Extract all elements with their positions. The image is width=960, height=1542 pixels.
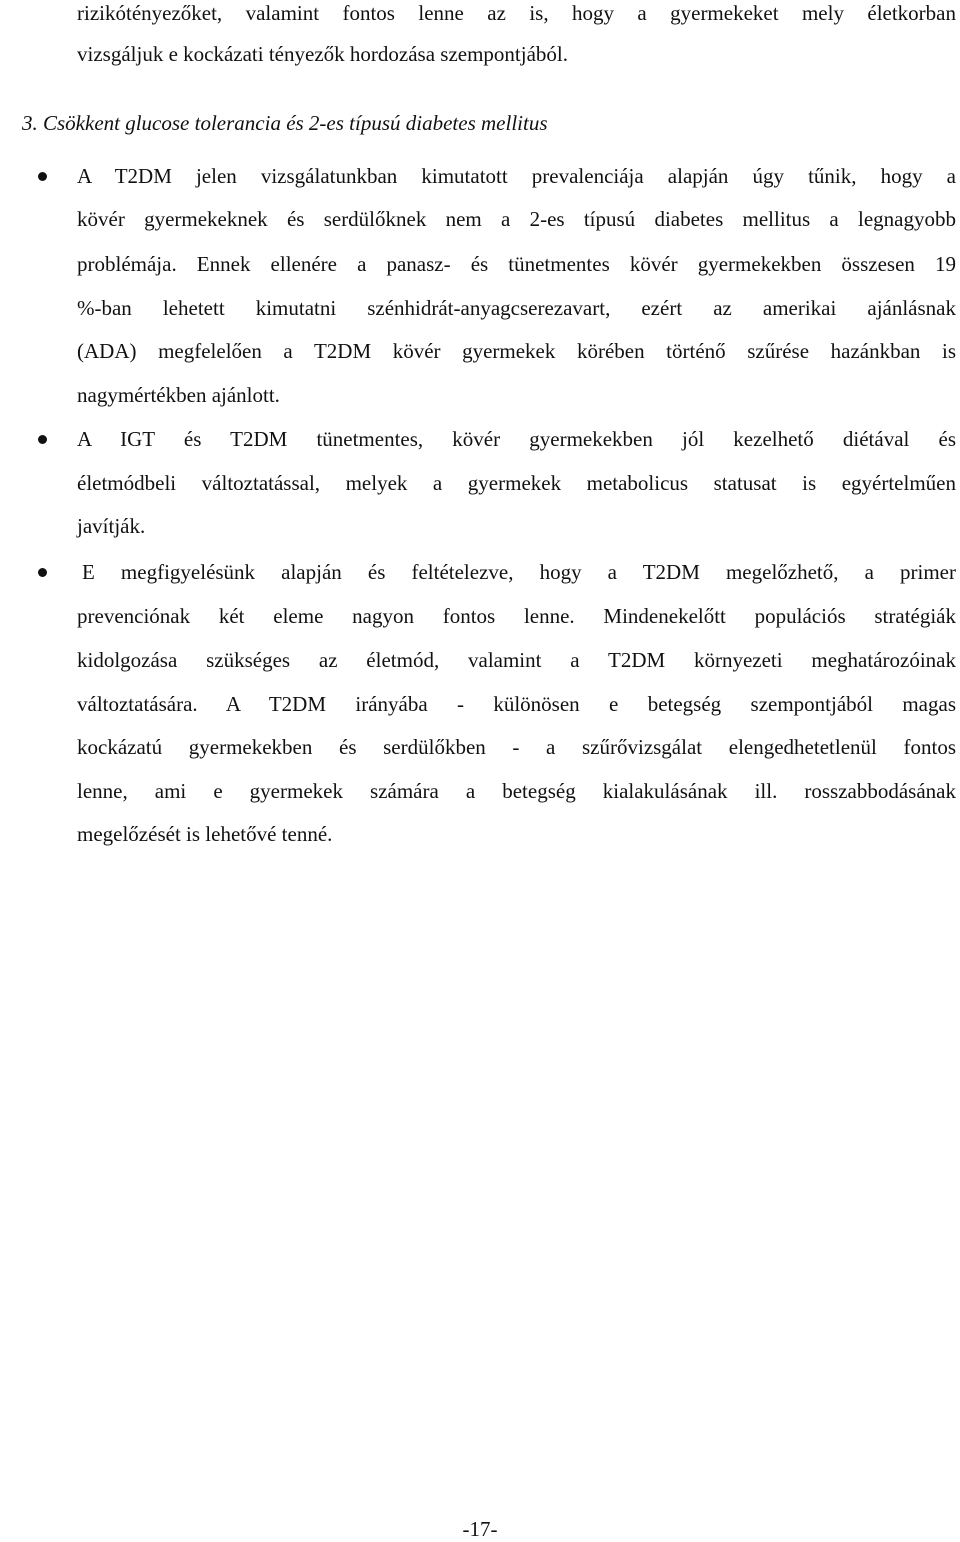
bullet-3-line-7: megelőzését is lehetővé tenné. [77, 822, 333, 846]
bullet-dot-1 [38, 172, 47, 181]
intro-line-2: vizsgáljuk e kockázati tényezők hordozása szempontjából. [77, 42, 568, 66]
bullet-3-line-6: lenne, ami e gyermekek számára a betegség kialakulásának ill. rosszabbodásának [77, 779, 956, 803]
bullet-1-line-2: kövér gyermekeknek és serdülőknek nem a 2-es típusú diabetes mellitus a legnagyobb [77, 207, 956, 231]
bullet-2-line-2: életmódbeli változtatással, melyek a gyermekek metabolicus statusat is egyértelműen [77, 471, 956, 495]
bullet-3-line-3: kidolgozása szükséges az életmód, valamint a T2DM környezeti meghatározóinak [77, 648, 956, 672]
bullet-1-line-5: (ADA) megfelelően a T2DM kövér gyermekek körében történő szűrése hazánkban is [77, 339, 956, 363]
bullet-1-line-4: %-ban lehetett kimutatni szénhidrát-anyagcserezavart, ezért az amerikai ajánlásnak [77, 296, 956, 320]
page-number: -17- [462, 1517, 498, 1541]
bullet-dot-3 [38, 568, 47, 577]
bullet-1-line-1: A T2DM jelen vizsgálatunkban kimutatott prevalenciája alapján úgy tűnik, hogy a [77, 164, 956, 188]
intro-line-1: rizikótényezőket, valamint fontos lenne az is, hogy a gyermekeket mely életkorban [77, 1, 956, 25]
bullet-2-line-1: A IGT és T2DM tünetmentes, kövér gyermekekben jól kezelhető diétával és [77, 427, 956, 451]
section-heading: 3. Csökkent glucose tolerancia és 2-es típusú diabetes mellitus [22, 111, 548, 135]
bullet-3-line-2: prevenciónak két eleme nagyon fontos lenne. Mindenekelőtt populációs stratégiák [77, 604, 956, 628]
bullet-dot-2 [38, 435, 47, 444]
bullet-1-line-6: nagymértékben ajánlott. [77, 383, 280, 407]
bullet-3-line-5: kockázatú gyermekekben és serdülőkben - a szűrővizsgálat elengedhetetlenül fontos [77, 735, 956, 759]
bullet-2-line-3: javítják. [77, 514, 146, 538]
bullet-1-line-3: problémája. Ennek ellenére a panasz- és tünetmentes kövér gyermekekben összesen 19 [77, 252, 956, 276]
bullet-3-line-4: változtatására. A T2DM irányába - különösen e betegség szempontjából magas [77, 692, 956, 716]
bullet-3-line-1: E megfigyelésünk alapján és feltételezve, hogy a T2DM megelőzhető, a primer [82, 560, 956, 584]
